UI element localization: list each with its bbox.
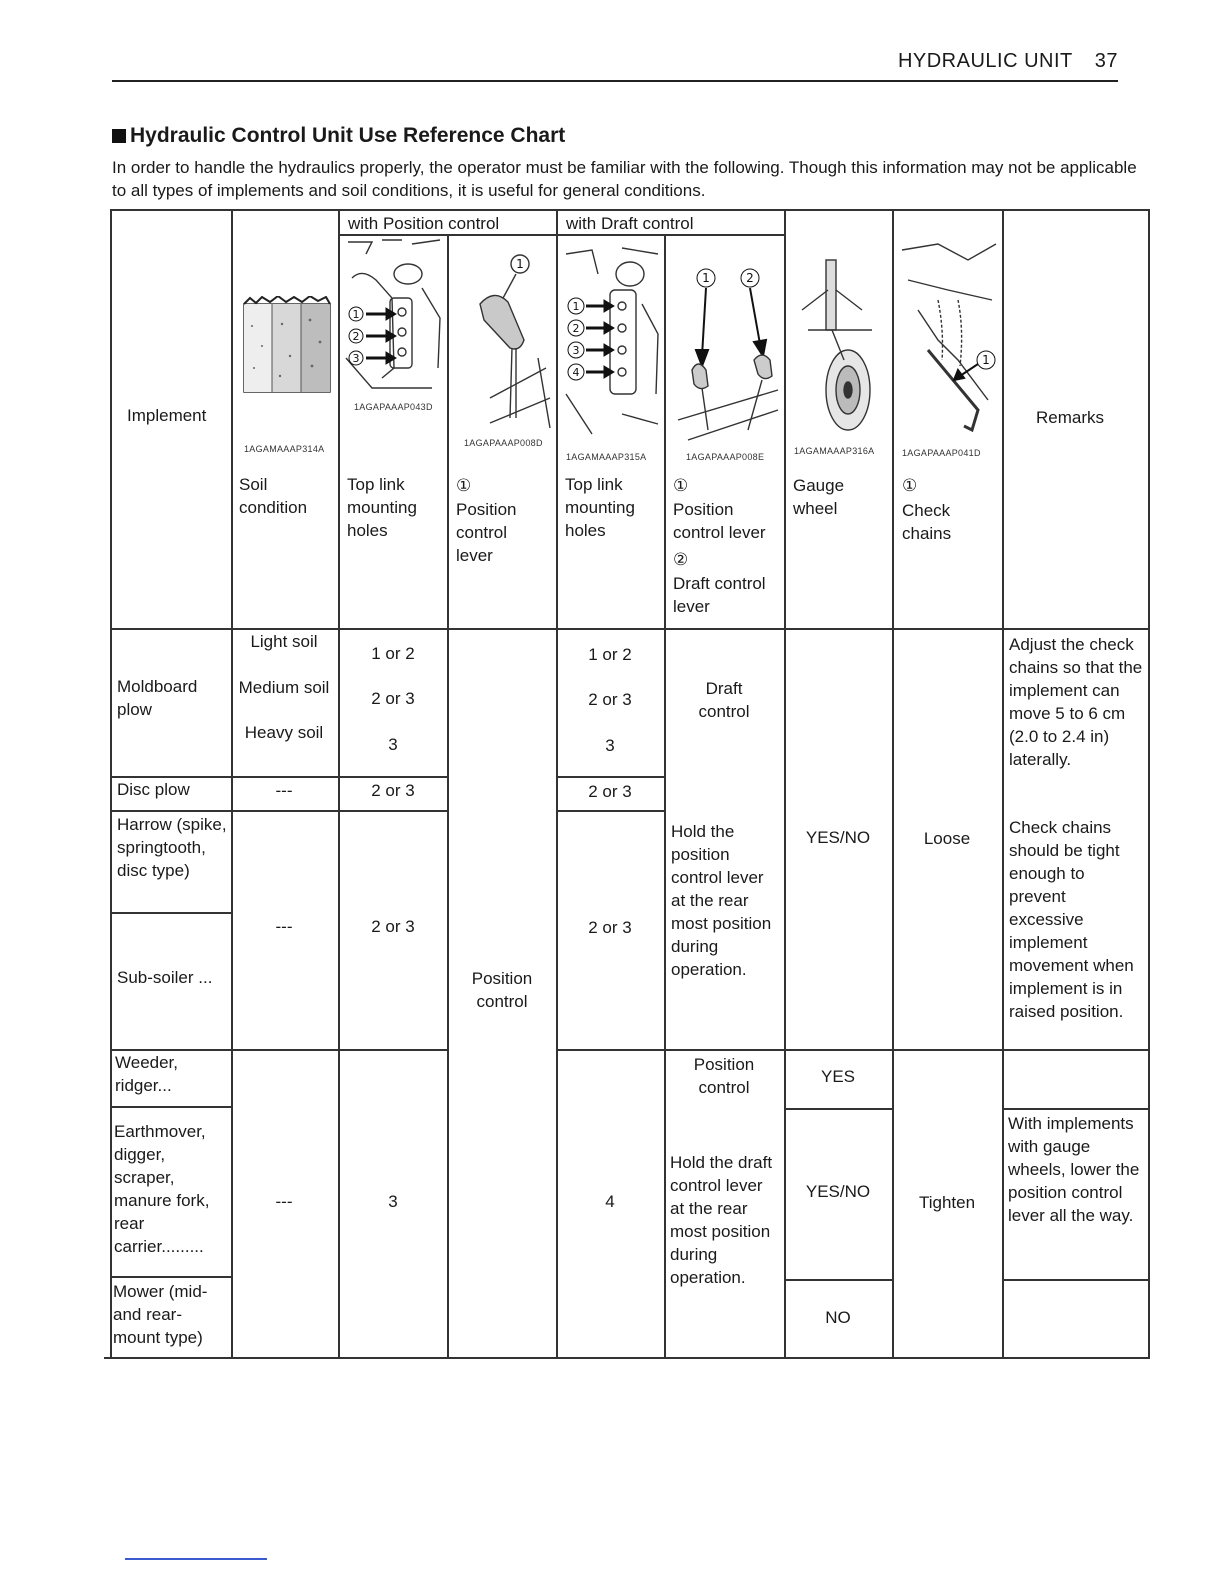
group-draft-header: with Draft control [566, 214, 694, 233]
row-line [784, 1279, 892, 1281]
chains-loose: Loose [923, 829, 971, 848]
draft-heavy: 3 [605, 736, 615, 755]
circled-one: ① [902, 476, 918, 495]
remarks-moldboard: Adjust the check chains so that the implement can move 5 to 6 cm (2.0 to 2.4 in) laterally. [1009, 635, 1143, 769]
gauge-no: NO [825, 1308, 851, 1327]
mid-draft: 2 or 3 [588, 918, 632, 937]
gauge-yes-no-1: YES/NO [805, 828, 871, 847]
low-draft: 4 [605, 1192, 615, 1211]
row-line [556, 810, 664, 812]
intro-paragraph: In order to handle the hydraulics properly, the operator must be familiar with the following. Though this information may not be applicable to all types of implements and soil conditions, it is useful for general conditions. [112, 158, 1137, 200]
svg-text:1: 1 [702, 271, 710, 285]
soil-heavy: Heavy soil [244, 723, 324, 742]
svg-text:4: 4 [572, 366, 580, 379]
caption-top-link: Top link mounting holes [347, 475, 417, 540]
row-line [1002, 1279, 1148, 1281]
row-harrow: Harrow (spike, springtooth, disc type) [117, 815, 227, 880]
low-soil: --- [275, 1192, 293, 1211]
hold-position-text: Hold the position control lever at the rear most position during operation. [671, 822, 772, 979]
mid-soil: --- [275, 917, 293, 936]
row-mower: Mower (mid- and rear- mount type) [113, 1282, 208, 1347]
group-position-header: with Position control [348, 214, 500, 233]
disc-draft: 2 or 3 [588, 782, 632, 801]
caption-gauge-wheel: Gauge wheel [793, 476, 845, 518]
circled-two: ② [673, 550, 689, 569]
section-title: HYDRAULIC UNIT [897, 50, 1073, 72]
soil-light: Light soil [250, 632, 318, 651]
soil-medium: Medium soil [238, 678, 330, 697]
draft-light: 1 or 2 [588, 645, 632, 664]
svg-text:2: 2 [352, 330, 360, 343]
caption-draft-lever: Draft control lever [673, 574, 766, 616]
mid-position: 2 or 3 [371, 917, 415, 936]
row-line [556, 1049, 1150, 1051]
top-link-holes-draft-illustration [562, 244, 662, 444]
disc-position: 2 or 3 [371, 781, 415, 800]
soil-condition-illustration [240, 296, 334, 396]
header-right [876, 50, 1118, 73]
svg-text:1: 1 [516, 257, 524, 271]
row-line [784, 1108, 892, 1110]
row-disc-plow: Disc plow [117, 780, 190, 799]
top-link-holes-illustration [342, 238, 446, 398]
page-number: 37 [1094, 50, 1118, 72]
svg-text:1: 1 [572, 300, 580, 313]
image-code: 1AGAPAAAP008E [686, 452, 765, 462]
svg-text:2: 2 [572, 322, 580, 335]
square-bullet-icon [112, 129, 126, 143]
footer-link-line [125, 1558, 267, 1560]
arrow-icon [366, 308, 396, 364]
svg-text:1: 1 [352, 308, 360, 321]
table-right-border [1148, 209, 1150, 1358]
caption-soil: Soil condition [239, 475, 308, 517]
image-code: 1AGAPAAAP043D [354, 402, 433, 412]
table-top-border [110, 209, 1150, 211]
weeder-position-control: Position control [693, 1055, 755, 1097]
implement-header: Implement [127, 406, 207, 425]
hold-draft-text: Hold the draft control lever at the rear most position during operation. [670, 1153, 773, 1287]
image-code: 1AGAMAAAP314A [244, 444, 325, 454]
row-moldboard-plow: Moldboard plow [117, 677, 198, 719]
svg-text:3: 3 [352, 352, 360, 365]
page-header [112, 48, 1118, 82]
row-line [110, 1276, 231, 1278]
weeder-gauge-yes: YES [820, 1067, 856, 1086]
col-line [231, 209, 233, 1358]
chart-title [112, 124, 565, 148]
row-earthmover: Earthmover, digger, scraper, manure fork, rear carrier......... [114, 1122, 210, 1256]
chains-tighten: Tighten [918, 1193, 976, 1212]
row-weeder: Weeder, ridger... [115, 1053, 179, 1095]
row-line [110, 810, 448, 812]
table-bottom-border [104, 1357, 1150, 1359]
remarks-gauge-wheels: With implements with gauge wheels, lower the position control lever all the way. [1008, 1114, 1140, 1225]
check-chains-illustration [898, 240, 1000, 444]
svg-text:1: 1 [982, 353, 990, 367]
position-light: 1 or 2 [371, 644, 415, 663]
caption-top-link-draft: Top link mounting holes [565, 475, 635, 540]
caption-check-chains: Check chains [902, 501, 952, 543]
image-code: 1AGAPAAAP041D [902, 448, 981, 458]
position-medium: 2 or 3 [371, 689, 415, 708]
draft-control-text: Draft control [698, 679, 750, 721]
row-line [110, 1106, 231, 1108]
row-line [1002, 1108, 1148, 1110]
disc-soil: --- [275, 781, 293, 800]
svg-text:3: 3 [572, 344, 580, 357]
caption-position-lever-2: Position control lever [673, 500, 766, 542]
chart-title-text: Hydraulic Control Unit Use Reference Chart [130, 124, 566, 147]
position-heavy: 3 [388, 735, 398, 754]
remarks-harrow: Check chains should be tight enough to prevent excessive implement movement when implement is in raised position. [1009, 818, 1134, 1021]
draft-medium: 2 or 3 [588, 690, 632, 709]
low-position: 3 [388, 1192, 398, 1211]
caption-position-lever: Position control lever [456, 500, 517, 565]
gauge-wheel-illustration [792, 250, 888, 440]
image-code: 1AGAMAAAP315A [566, 452, 647, 462]
position-lever-illustration [450, 248, 554, 438]
circled-one: ① [456, 476, 472, 495]
col-line [1002, 209, 1004, 1358]
col-line [447, 234, 449, 1358]
svg-text:2: 2 [746, 271, 754, 285]
col-line [664, 234, 666, 1358]
draft-levers-illustration [668, 260, 782, 444]
circled-one: ① [673, 476, 689, 495]
table-left-border [110, 209, 112, 1358]
remarks-header: Remarks [1036, 408, 1105, 427]
gauge-yes-no-2: YES/NO [805, 1182, 871, 1201]
row-line [110, 912, 231, 914]
row-line [556, 776, 664, 778]
image-code: 1AGAPAAAP008D [464, 438, 543, 448]
row-sub-soiler: Sub-soiler ... [117, 968, 213, 987]
col-line [892, 209, 894, 1358]
image-code: 1AGAMAAAP316A [794, 446, 875, 456]
position-control-text: Position control [471, 969, 533, 1011]
